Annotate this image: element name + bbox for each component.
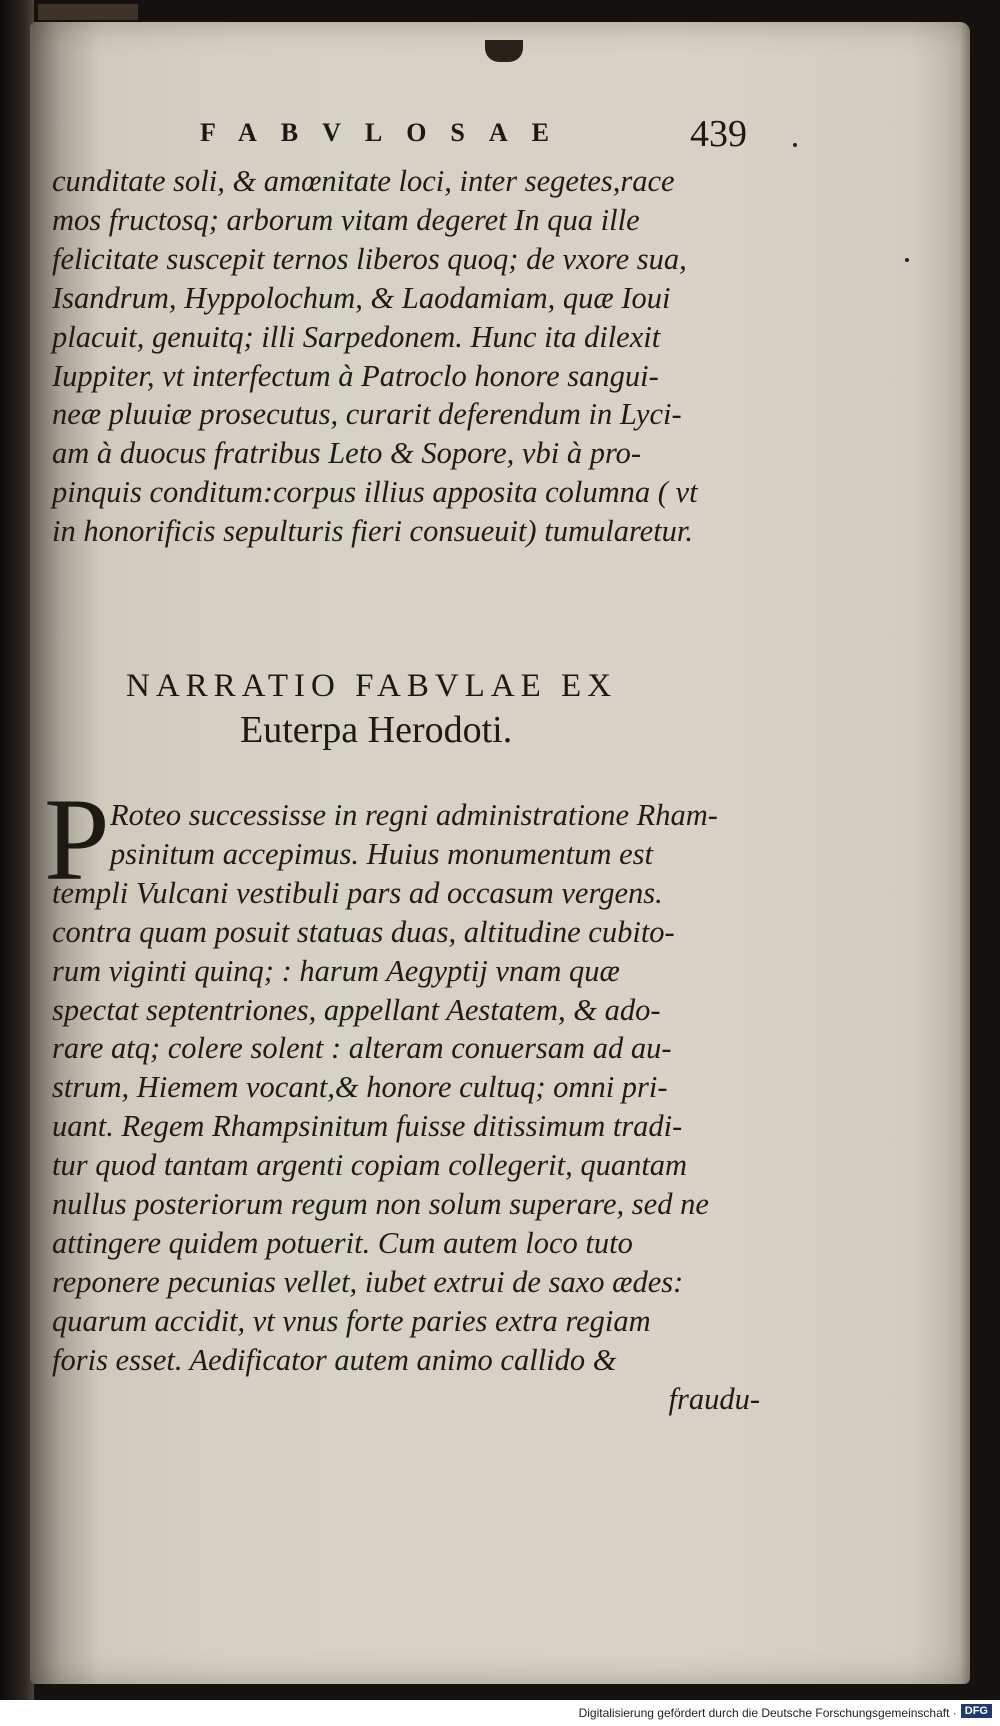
section-heading-line-2: Euterpa Herodoti. <box>240 709 513 751</box>
text-line: cunditate soli, & amœnitate loci, inter segetes,race <box>52 164 675 198</box>
text-line: felicitate suscepit ternos liberos quoq; de vxore sua, <box>52 241 687 276</box>
text-line: Iuppiter, vt interfectum à Patroclo honore sangui- <box>52 358 659 393</box>
text-line: neæ pluuiæ prosecutus, curarit deferendum in Lyci- <box>52 397 682 432</box>
text-line: strum, Hiemem vocant,& honore cultuq; omni pri- <box>52 1070 668 1105</box>
text-line: psinitum accepimus. Huius monumentum est <box>110 836 654 871</box>
text-line: foris esset. Aedificator autem animo callido & <box>52 1342 617 1377</box>
text-line: quarum accidit, vt vnus forte paries extra regiam <box>52 1303 651 1338</box>
top-edge-mark <box>38 4 138 20</box>
text-line: am à duocus fratribus Leto & Sopore, vbi à pro- <box>52 436 642 471</box>
paragraph-1 <box>52 162 760 551</box>
text-line: mos fructosq; arborum vitam degeret In qua ille <box>52 202 640 237</box>
text-line: Isandrum, Hyppolochum, & Laodamiam, quæ Ioui <box>52 280 671 315</box>
section-heading-line-1: NARRATIO FABVLAE EX <box>126 668 618 704</box>
text-line: rare atq; colere solent : alteram conuersam ad au- <box>52 1031 672 1066</box>
book-binding-edge <box>0 0 34 1700</box>
running-head: FABVLOSAE <box>200 118 573 147</box>
catchword: fraudu- <box>668 1381 760 1416</box>
text-line: pinquis conditum:corpus illius apposita columna ( vt <box>52 475 698 510</box>
text-line: placuit, genuitq; illi Sarpedonem. Hunc ita dilexit <box>52 319 661 354</box>
footer-bar <box>0 1700 1000 1726</box>
text-line: rum viginti quinq; : harum Aegyptij vnam quæ <box>52 953 620 988</box>
page-top-tab <box>485 40 523 62</box>
text-line: templi Vulcani vestibuli pars ad occasum vergens. <box>52 875 663 910</box>
text-line: attingere quidem potuerit. Cum autem loco tuto <box>52 1225 633 1260</box>
drop-cap: P <box>44 774 110 905</box>
dfg-logo: DFG <box>961 1704 992 1718</box>
paragraph-2 <box>52 796 760 1419</box>
paper-speck <box>793 143 797 147</box>
text-line: contra quam posuit statuas duas, altitudine cubito- <box>52 914 675 949</box>
text-line: reponere pecunias vellet, iubet extrui de saxo ædes: <box>52 1264 684 1299</box>
footer-credit: Digitalisierung gefördert durch die Deutsche Forschungsgemeinschaft · <box>578 1706 957 1720</box>
text-line: Roteo successisse in regni administratione Rham- <box>110 798 718 832</box>
text-line: spectat septentriones, appellant Aestatem, & ado- <box>52 992 661 1027</box>
text-line: nullus posteriorum regum non solum superare, sed ne <box>52 1187 709 1222</box>
text-line: uant. Regem Rhampsinitum fuisse ditissimum tradi- <box>52 1109 683 1144</box>
paper-speck <box>905 258 909 262</box>
page-number: 439 <box>690 113 747 155</box>
text-line: tur quod tantam argenti copiam collegerit, quantam <box>52 1148 688 1183</box>
text-line: in honorificis sepulturis fieri consueuit) tumularetur. <box>52 514 694 549</box>
